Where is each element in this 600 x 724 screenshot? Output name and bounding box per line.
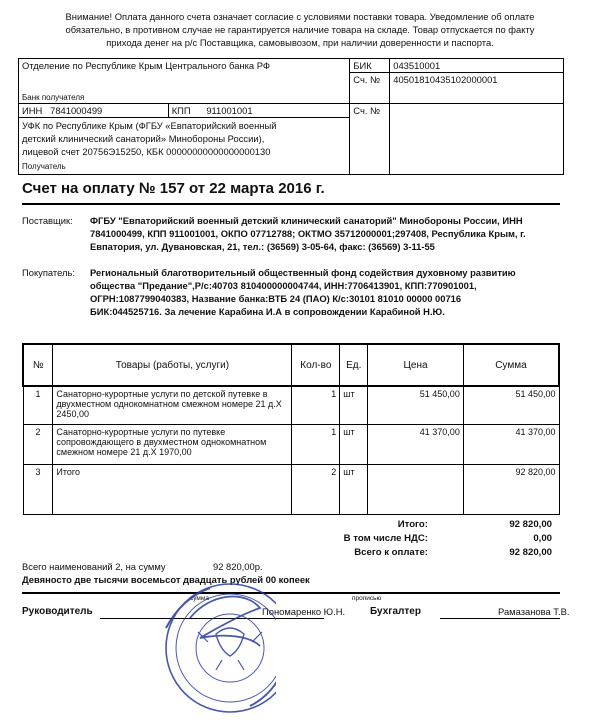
bank-caption: Банк получателя: [22, 92, 85, 102]
col-header-goods: Товары (работы, услуги): [53, 344, 292, 386]
recipient-line-3: лицевой счет 20756Э15250, КБК 00000000000000000130: [22, 145, 271, 157]
table-row: [23, 464, 559, 514]
buyer-line-2: общества "Предание",Р/с:40703 810400000004744, ИНН:7706413901, КПП:770901001,: [90, 280, 477, 291]
total-value: 92 820,00: [509, 519, 552, 530]
recipient-line-2: детский клинический санаторий» Минобороны России),: [22, 132, 265, 144]
buyer-label: Покупатель:: [22, 267, 75, 278]
recipient-line-1: УФК по Республике Крым (ФГБУ «Евпаторийский военный: [22, 119, 277, 131]
row-number: 3: [23, 464, 53, 514]
corr-account-label: Сч. №: [350, 73, 390, 104]
kpp-label: КПП: [171, 104, 191, 116]
accountant-signature-line: [440, 618, 560, 619]
total-label: Итого:: [397, 519, 428, 530]
supplier-label: Поставщик:: [22, 215, 73, 226]
row-qty: 2: [292, 464, 340, 514]
supplier-line-3: Евпатория, ул. Дувановская, 21, тел.: (36569) 3-05-64, факс: (36569) 3-11-55: [90, 241, 435, 252]
buyer-line-3: ОГРН:1087799040383, Название банка:ВТБ 24 (ПАО) К/с:30101 81010 00000 00716: [90, 293, 462, 304]
notice-line-3: прихода денег на р/с Поставщика, самовывозом, при наличии доверенности и паспорта.: [106, 37, 494, 48]
row-name: Санаторно-курортные услуги по детской путевке в двухместном однокомнатном смежном номере 21 д.Х 2450,00: [53, 386, 292, 424]
table-row: [23, 424, 559, 464]
notice-line-2: обязательно, в противном случае не гарантируется наличие товара на складе. Товар отпускается по факту: [65, 24, 535, 35]
row-sum: 92 820,00: [463, 464, 559, 514]
supplier-details: [90, 214, 560, 253]
col-header-price: Цена: [368, 344, 464, 386]
row-sum: 41 370,00: [463, 424, 559, 464]
head-label: Руководитель: [22, 606, 93, 617]
pay-label: Всего к оплате:: [354, 547, 428, 558]
kpp-value: 911001001: [206, 104, 253, 116]
corr-account-value: 40501810435102000001: [390, 73, 564, 104]
row-unit: шт: [340, 386, 368, 424]
row-qty: 1: [292, 424, 340, 464]
items-count-line: Всего наименований 2, на сумму: [22, 561, 166, 572]
bank-details-table: [18, 58, 564, 175]
pay-value: 92 820,00: [509, 547, 552, 558]
row-price: 41 370,00: [368, 424, 464, 464]
row-unit: шт: [340, 424, 368, 464]
items-count-value: 92 820,00р.: [213, 561, 263, 572]
notice-line-1: Внимание! Оплата данного счета означает согласие с условиями поставки товара. Уведомление об оплате: [65, 11, 535, 22]
inn-value: 7841000499: [50, 104, 103, 116]
signature-hint-1: сумма: [190, 595, 209, 602]
row-name: Санаторно-курортные услуги по путевке сопровождающего в двухместном однокомнатном смежном номере 21 д.Х 1970,00: [53, 424, 292, 464]
row-price: [368, 464, 464, 514]
bank-name: Отделение по Республике Крым Центрального банка РФ: [22, 60, 270, 71]
invoice-title: Счет на оплату № 157 от 22 марта 2016 г.: [22, 180, 325, 197]
summary-rule: [22, 592, 560, 594]
accountant-name: Рамазанова Т.В.: [498, 606, 570, 617]
row-name: Итого: [53, 464, 292, 514]
vat-label: В том числе НДС:: [343, 533, 428, 544]
official-stamp: [150, 558, 276, 724]
row-qty: 1: [292, 386, 340, 424]
payment-notice: [30, 10, 570, 49]
bik-value: 043510001: [390, 59, 564, 73]
buyer-line-1: Региональный благотворительный общественный фонд содействия духовному развитию: [90, 267, 516, 278]
title-rule: [22, 203, 560, 205]
row-unit: шт: [340, 464, 368, 514]
col-header-unit: Ед.: [340, 344, 368, 386]
row-sum: 51 450,00: [463, 386, 559, 424]
recipient-caption: Получатель: [22, 161, 66, 171]
items-table: [22, 343, 560, 515]
supplier-line-2: 7841000499, КПП 911001001, ОКПО 07712788; ОКТМО 35712000001;297408, Республика Крым, г.: [90, 228, 526, 239]
row-price: 51 450,00: [368, 386, 464, 424]
inn-label: ИНН: [22, 104, 43, 116]
buyer-details: [90, 266, 560, 318]
account-label: Сч. №: [350, 103, 390, 174]
head-name: Пономаренко Ю.Н.: [262, 606, 346, 617]
col-header-sum: Сумма: [463, 344, 559, 386]
amount-in-words: Девяносто две тысячи восемьсот двадцать рублей 00 копеек: [22, 574, 310, 585]
col-header-qty: Кол-во: [292, 344, 340, 386]
buyer-line-4: БИК:044525716. За лечение Карабина И.А в сопровождении Карабиной Н.Ю.: [90, 306, 445, 317]
signature-hint-2: прописью: [352, 595, 382, 602]
table-row: [23, 386, 559, 424]
row-number: 2: [23, 424, 53, 464]
col-header-number: №: [23, 344, 53, 386]
supplier-line-1: ФГБУ "Евпаторийский военный детский клинический санаторий" Минобороны России, ИНН: [90, 215, 523, 226]
bik-label: БИК: [350, 59, 390, 73]
vat-value: 0,00: [533, 533, 552, 544]
row-number: 1: [23, 386, 53, 424]
accountant-label: Бухгалтер: [370, 606, 421, 617]
